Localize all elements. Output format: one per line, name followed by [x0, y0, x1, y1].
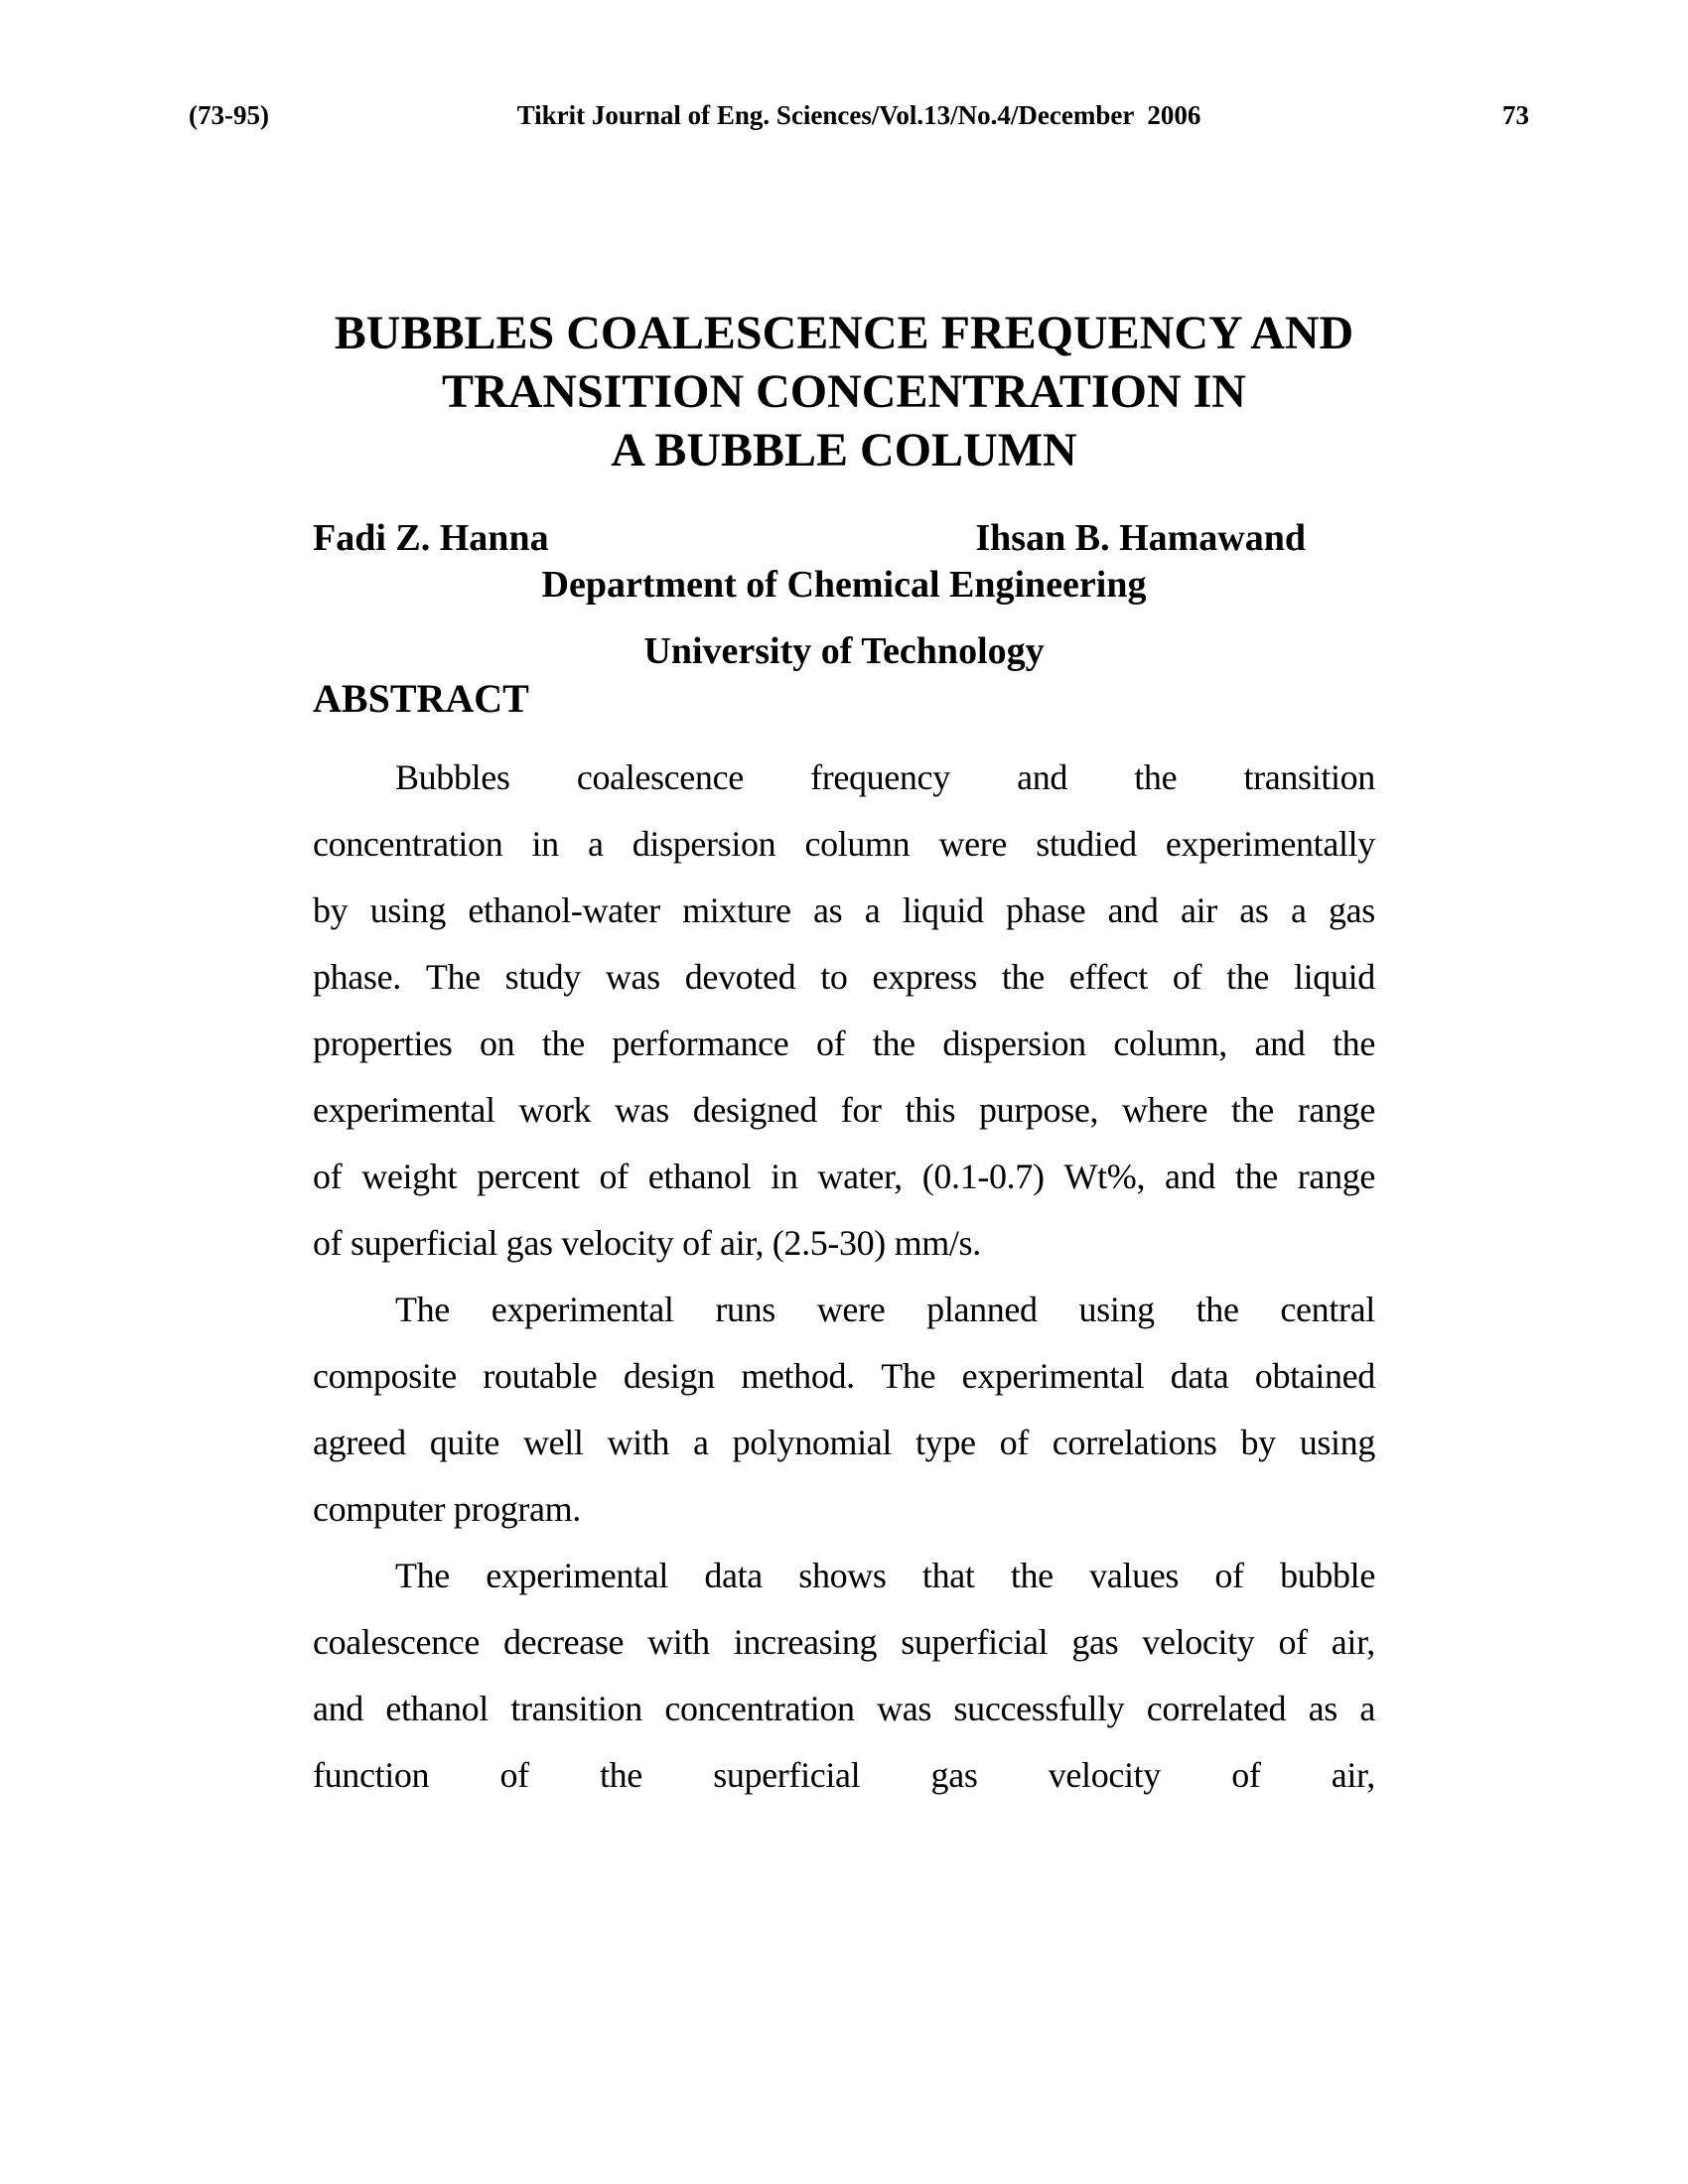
- abstract-word: velocity: [1142, 1622, 1255, 1662]
- abstract-word: planned: [926, 1290, 1038, 1329]
- abstract-word: the: [1226, 957, 1270, 997]
- abstract-line: [313, 1742, 1375, 1809]
- abstract-word: ethanol-water: [468, 890, 660, 930]
- abstract-line: [313, 1077, 1375, 1144]
- abstract-word: with: [647, 1622, 710, 1662]
- abstract-word: Bubbles: [395, 757, 510, 797]
- abstract-line: [313, 1676, 1375, 1742]
- abstract-word: effect: [1068, 957, 1148, 997]
- abstract-word: work: [518, 1090, 592, 1130]
- abstract-word: water,: [817, 1157, 903, 1196]
- abstract-word: of: [313, 1157, 343, 1196]
- abstract-line: [313, 1410, 1375, 1476]
- abstract-word: of: [999, 1423, 1029, 1462]
- abstract-word: transition: [510, 1689, 642, 1728]
- abstract-line: [313, 745, 1375, 811]
- abstract-word: as: [813, 890, 843, 930]
- abstract-word: gas: [930, 1755, 978, 1795]
- abstract-word: experimental: [961, 1356, 1145, 1396]
- abstract-word: shows: [798, 1556, 887, 1595]
- abstract-word: obtained: [1254, 1356, 1375, 1396]
- abstract-line: of superficial gas velocity of air, (2.5-30) mm/s.: [313, 1223, 981, 1263]
- paper-title-line: BUBBLES COALESCENCE FREQUENCY AND: [334, 307, 1354, 359]
- abstract-word: devoted: [684, 957, 796, 997]
- abstract-word: successfully: [953, 1689, 1125, 1728]
- abstract-word: experimental: [491, 1290, 674, 1329]
- affiliation-department: Department of Chemical Engineering: [541, 564, 1147, 606]
- abstract-word: and: [1017, 757, 1068, 797]
- abstract-word: coalescence: [576, 757, 744, 797]
- abstract-word: in: [771, 1157, 798, 1196]
- abstract-heading: ABSTRACT: [313, 676, 529, 721]
- abstract-word: were: [938, 824, 1008, 864]
- abstract-word: transition: [1243, 757, 1375, 797]
- abstract-word: ethanol: [385, 1689, 489, 1728]
- abstract-word: polynomial: [732, 1423, 893, 1462]
- abstract-word: that: [921, 1556, 975, 1595]
- abstract-word: increasing: [733, 1622, 878, 1662]
- abstract-word: the: [1333, 1024, 1375, 1063]
- abstract-word: study: [504, 957, 581, 997]
- abstract-word: was: [614, 1090, 669, 1130]
- abstract-word: a: [693, 1423, 709, 1462]
- abstract-word: for: [840, 1090, 882, 1130]
- abstract-word: type: [915, 1423, 976, 1462]
- abstract-word: central: [1280, 1290, 1375, 1329]
- abstract-word: values: [1089, 1556, 1180, 1595]
- page-header: [189, 99, 1529, 139]
- abstract-word: this: [905, 1090, 956, 1130]
- abstract-word: of: [499, 1755, 529, 1795]
- abstract-word: (0.1-0.7): [921, 1157, 1045, 1196]
- abstract-word: performance: [612, 1024, 789, 1063]
- abstract-word: bubble: [1280, 1556, 1375, 1595]
- abstract-line: [313, 878, 1375, 944]
- abstract-word: frequency: [810, 757, 950, 797]
- paper-title-line: TRANSITION CONCENTRATION IN: [442, 365, 1246, 418]
- abstract-word: velocity: [1048, 1755, 1161, 1795]
- abstract-word: range: [1297, 1157, 1375, 1196]
- abstract-word: of: [1172, 957, 1202, 997]
- abstract-word: the: [541, 1024, 585, 1063]
- paper-title: [313, 304, 1375, 479]
- header-pages-range: (73-95): [189, 100, 269, 130]
- abstract-word: superficial: [901, 1622, 1049, 1662]
- abstract-line: [313, 1011, 1375, 1077]
- abstract-word: the: [1001, 957, 1045, 997]
- paper-title-line: A BUBBLE COLUMN: [611, 424, 1077, 477]
- abstract-word: gas: [1329, 890, 1375, 930]
- abstract-word: percent: [477, 1157, 580, 1196]
- abstract-word: using: [369, 890, 446, 930]
- abstract-line: [313, 1609, 1375, 1676]
- abstract-word: where: [1121, 1090, 1208, 1130]
- abstract-word: in: [531, 824, 559, 864]
- abstract-word: was: [605, 957, 660, 997]
- authors-row: [313, 516, 1375, 566]
- abstract-word: weight: [361, 1157, 458, 1196]
- abstract-word: phase: [1006, 890, 1086, 930]
- abstract-word: superficial: [713, 1755, 861, 1795]
- abstract-word: the: [1134, 757, 1178, 797]
- header-journal-title: Tikrit Journal of Eng. Sciences/Vol.13/No.4/December 2006: [516, 100, 1201, 130]
- abstract-word: designed: [692, 1090, 817, 1130]
- abstract-word: were: [816, 1290, 886, 1329]
- abstract-word: experimental: [486, 1556, 668, 1595]
- abstract-word: a: [864, 890, 881, 930]
- abstract-word: data: [1170, 1356, 1229, 1396]
- abstract-word: column,: [1113, 1024, 1227, 1063]
- abstract-word: properties: [313, 1024, 453, 1063]
- abstract-word: the: [1231, 1090, 1274, 1130]
- abstract-word: air,: [1331, 1622, 1375, 1662]
- abstract-line: computer program.: [313, 1489, 581, 1529]
- header-page-number: 73: [1502, 100, 1529, 130]
- abstract-word: agreed: [313, 1423, 406, 1462]
- abstract-word: correlations: [1052, 1423, 1217, 1462]
- abstract-word: The: [425, 957, 481, 997]
- abstract-word: mixture: [682, 890, 791, 930]
- abstract-word: The: [881, 1356, 936, 1396]
- abstract-word: a: [1359, 1689, 1375, 1728]
- abstract-word: air: [1180, 890, 1217, 930]
- abstract-word: concentration: [664, 1689, 855, 1728]
- abstract-word: on: [480, 1024, 515, 1063]
- abstract-word: column: [804, 824, 911, 864]
- abstract-line: [313, 811, 1375, 878]
- abstract-word: as: [1239, 890, 1269, 930]
- abstract-word: a: [587, 824, 604, 864]
- abstract-word: coalescence: [313, 1622, 481, 1662]
- abstract-word: studied: [1036, 824, 1137, 864]
- abstract-word: with: [607, 1423, 670, 1462]
- abstract-word: range: [1297, 1090, 1375, 1130]
- abstract-word: of: [1231, 1755, 1261, 1795]
- abstract-word: was: [877, 1689, 932, 1728]
- abstract-line: [313, 1277, 1375, 1343]
- abstract-word: as: [1308, 1689, 1337, 1728]
- abstract-word: phase.: [313, 957, 401, 997]
- abstract-line: [313, 1543, 1375, 1609]
- abstract-word: routable: [483, 1356, 598, 1396]
- abstract-word: the: [1010, 1556, 1054, 1595]
- abstract-word: Wt%,: [1063, 1157, 1146, 1196]
- abstract-word: dispersion: [942, 1024, 1086, 1063]
- abstract-word: dispersion: [632, 824, 776, 864]
- abstract-word: runs: [715, 1290, 775, 1329]
- abstract-word: well: [522, 1423, 584, 1462]
- abstract-word: quite: [429, 1423, 499, 1462]
- abstract-word: the: [1234, 1157, 1278, 1196]
- abstract-word: express: [872, 957, 977, 997]
- abstract-word: air,: [1331, 1755, 1375, 1795]
- abstract-word: function: [313, 1755, 430, 1795]
- abstract-word: of: [1278, 1622, 1308, 1662]
- abstract-line: [313, 944, 1375, 1011]
- abstract-word: by: [1240, 1423, 1276, 1462]
- abstract-word: and: [1107, 890, 1159, 930]
- abstract-word: ethanol: [647, 1157, 752, 1196]
- abstract-word: to: [820, 957, 848, 997]
- abstract-word: purpose,: [978, 1090, 1099, 1130]
- abstract-line: [313, 1343, 1375, 1410]
- abstract-body: [313, 745, 1375, 1809]
- abstract-word: and: [1254, 1024, 1306, 1063]
- abstract-word: the: [872, 1024, 915, 1063]
- abstract-word: using: [1299, 1423, 1375, 1462]
- abstract-word: using: [1078, 1290, 1155, 1329]
- abstract-word: data: [704, 1556, 763, 1595]
- abstract-word: design: [623, 1356, 715, 1396]
- abstract-word: by: [313, 890, 349, 930]
- abstract-word: method.: [741, 1356, 855, 1396]
- author-name-right: Ihsan B. Hamawand: [975, 517, 1306, 559]
- abstract-word: composite: [313, 1356, 457, 1396]
- abstract-word: of: [815, 1024, 846, 1063]
- abstract-word: liquid: [902, 890, 984, 930]
- abstract-word: The: [395, 1556, 450, 1595]
- abstract-line: [313, 1144, 1375, 1210]
- abstract-word: correlated: [1146, 1689, 1287, 1728]
- abstract-word: gas: [1071, 1622, 1119, 1662]
- abstract-word: liquid: [1294, 957, 1375, 997]
- abstract-word: experimentally: [1165, 824, 1375, 864]
- abstract-word: the: [600, 1755, 642, 1795]
- abstract-word: experimental: [313, 1090, 495, 1130]
- abstract-word: and: [313, 1689, 363, 1728]
- abstract-word: decrease: [503, 1622, 625, 1662]
- author-name-left: Fadi Z. Hanna: [313, 517, 549, 559]
- abstract-word: a: [1290, 890, 1307, 930]
- affiliation-university: University of Technology: [643, 630, 1045, 672]
- abstract-word: and: [1165, 1157, 1215, 1196]
- abstract-word: The: [395, 1290, 450, 1329]
- abstract-word: concentration: [313, 824, 503, 864]
- abstract-word: of: [599, 1157, 629, 1196]
- abstract-word: of: [1214, 1556, 1244, 1595]
- abstract-word: the: [1196, 1290, 1239, 1329]
